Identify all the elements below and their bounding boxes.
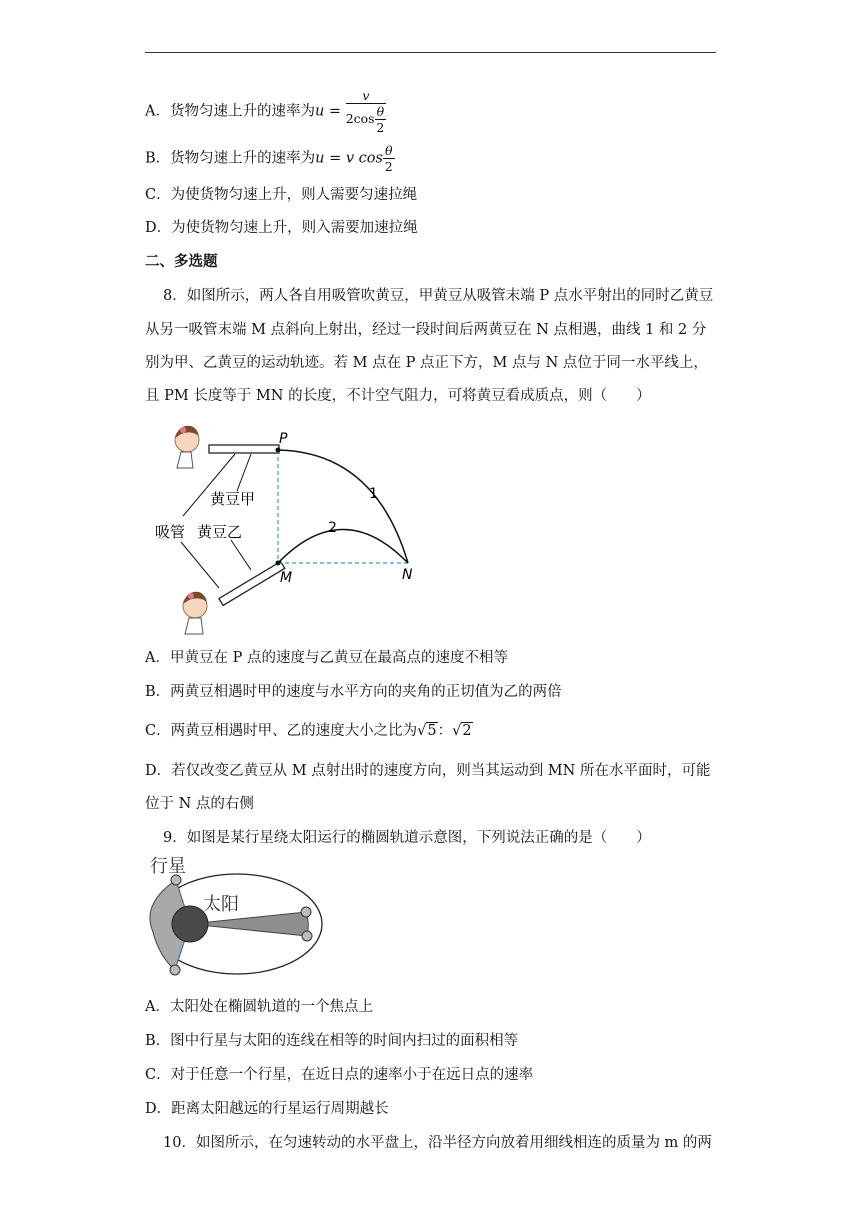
- option-8d-line-2: 位于 N 点的右侧: [145, 796, 254, 812]
- option-7d[interactable]: D．为使货物匀速上升，则入需要加速拉绳: [145, 220, 418, 236]
- bottom-straw: [219, 561, 285, 605]
- girl-bottom-icon: [183, 592, 207, 634]
- header-rule: [145, 52, 716, 53]
- option-8d-line-1[interactable]: D．若仅改变乙黄豆从 M 点射出时的速度方向，则当其运动到 MN 所在水平面时，可能: [145, 763, 711, 779]
- label-sun: 太阳: [203, 894, 239, 915]
- option-7b[interactable]: B．货物匀速上升的速率为u = v cos $\frac{\theta}{2}$: [145, 143, 393, 174]
- option-7a[interactable]: A．货物匀速上升的速率为u = v 2cos $\frac{\theta}{2}$: [145, 88, 385, 135]
- label-p: P: [279, 431, 288, 447]
- top-straw: [209, 445, 279, 453]
- q8-stem-2: 从另一吸管末端 M 点斜向上射出，经过一段时间后两黄豆在 N 点相遇，曲线 1 和 2 分: [145, 322, 707, 338]
- section-heading: 二、多选题: [145, 253, 218, 270]
- label-m: M: [280, 570, 293, 586]
- q9-stem: 9．如图是某行星绕太阳运行的椭圆轨道示意图，下列说法正确的是（ ）: [163, 830, 651, 846]
- label-curve-1: 1: [369, 486, 378, 502]
- label-bean-b: 黄豆乙: [197, 523, 243, 541]
- q10-stem-1: 10．如图所示，在匀速转动的水平盘上，沿半径方向放着用细线相连的质量为 m 的两: [163, 1135, 712, 1151]
- option-9b[interactable]: B．图中行星与太阳的连线在相等的时间内扫过的面积相等: [145, 1033, 519, 1049]
- option-8c[interactable]: C．两黄豆相遇时甲、乙的速度大小之比为√5：√2: [145, 723, 472, 739]
- q8-stem-1: 8．如图所示，两人各自用吸管吹黄豆，甲黄豆从吸管末端 P 点水平射出的同时乙黄豆: [163, 288, 714, 304]
- label-n: N: [402, 567, 413, 583]
- option-8a[interactable]: A．甲黄豆在 P 点的速度与乙黄豆在最高点的速度不相等: [145, 650, 508, 666]
- girl-top-icon: [175, 426, 199, 468]
- q8-figure: [145, 416, 435, 638]
- fraction-7a: v 2cos $\frac{\theta}{2}$: [345, 88, 385, 135]
- label-curve-2: 2: [328, 520, 337, 536]
- option-8b[interactable]: B．两黄豆相遇时甲的速度与水平方向的夹角的正切值为乙的两倍: [145, 684, 562, 700]
- trajectory-2: [278, 530, 408, 564]
- label-straw: 吸管: [155, 523, 186, 541]
- label-bean-a: 黄豆甲: [210, 490, 256, 508]
- q8-stem-3: 别为甲、乙黄豆的运动轨迹。若 M 点在 P 点正下方，M 点与 N 点位于同一水平线上，: [145, 355, 708, 371]
- q9-figure: [145, 852, 325, 982]
- q8-stem-4: 且 PM 长度等于 MN 的长度，不计空气阻力，可将黄豆看成质点，则（ ）: [145, 388, 651, 404]
- option-9a[interactable]: A．太阳处在椭圆轨道的一个焦点上: [145, 999, 373, 1015]
- option-9d[interactable]: D．距离太阳越远的行星运行周期越长: [145, 1101, 389, 1117]
- option-9c[interactable]: C．对于任意一个行星，在近日点的速率小于在远日点的速率: [145, 1067, 534, 1083]
- option-7c[interactable]: C．为使货物匀速上升，则人需要匀速拉绳: [145, 187, 418, 203]
- label-planet: 行星: [150, 856, 186, 877]
